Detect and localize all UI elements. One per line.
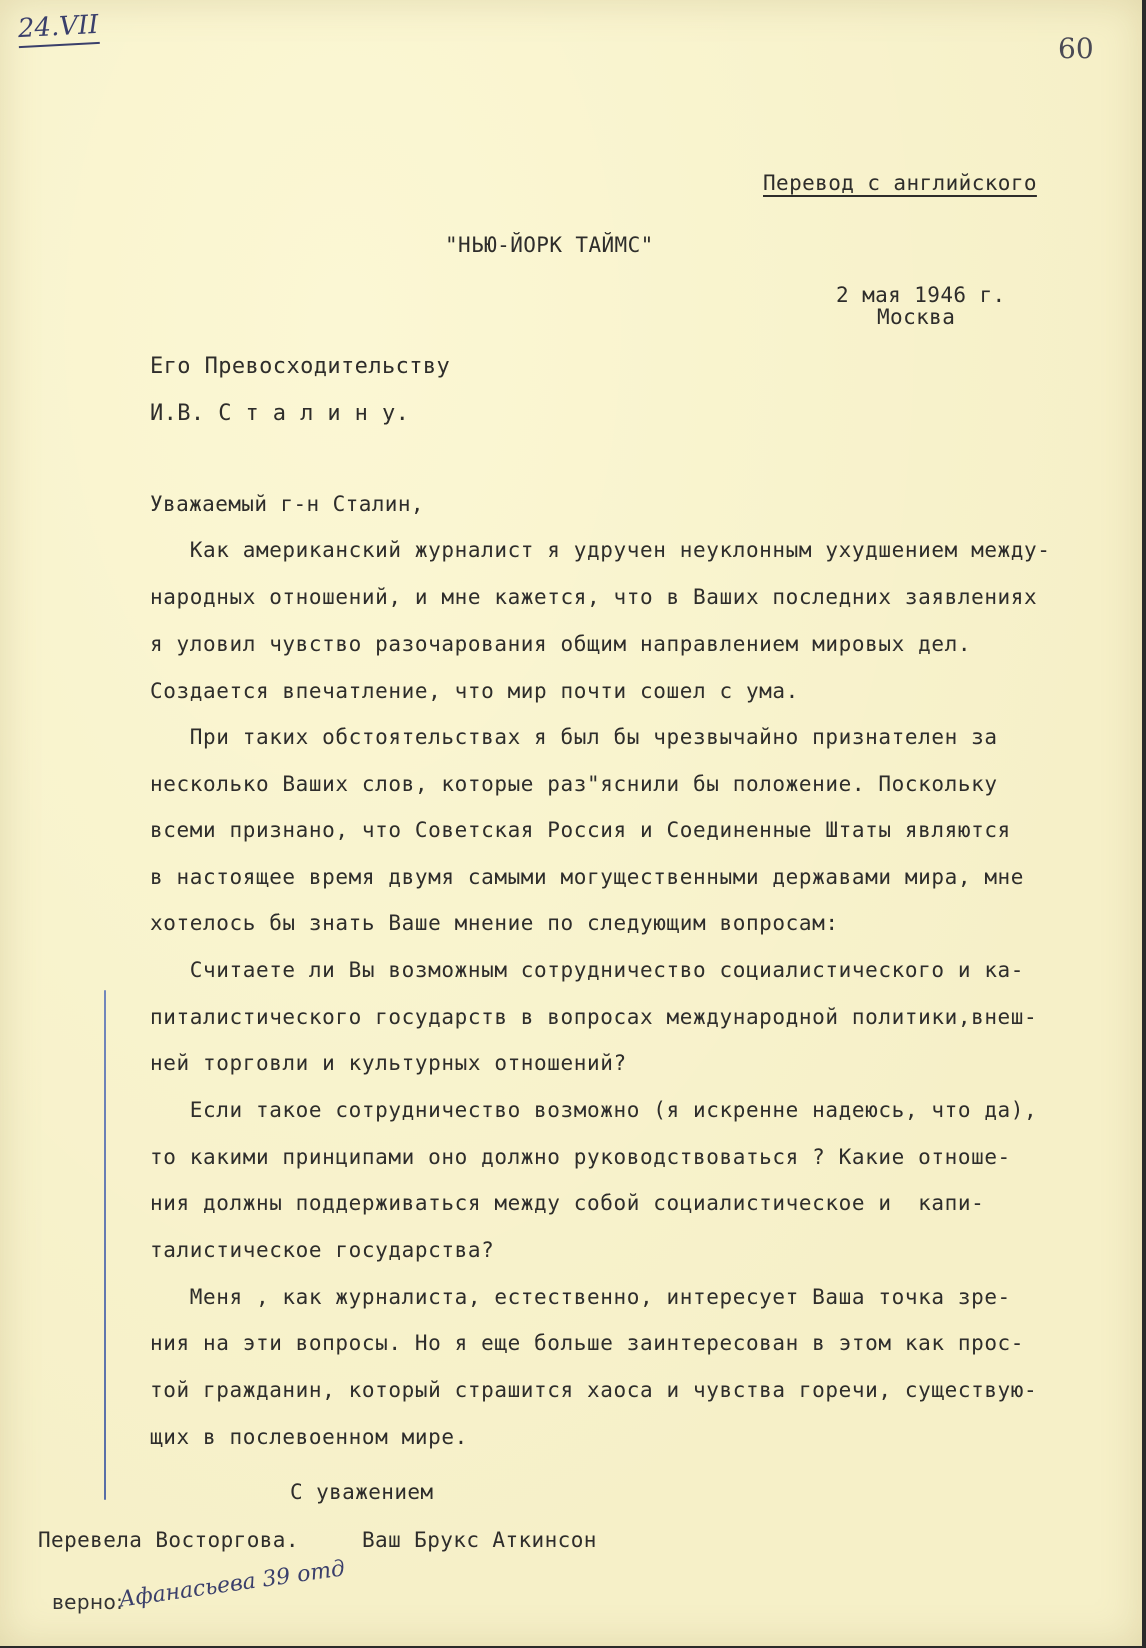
body-line: народных отношений, и мне кажется, что в Ваших последних заявлениях (150, 585, 1038, 609)
closing-regards: С уважением (290, 1480, 434, 1504)
body-line: той гражданин, который страшится хаоса и чувства горечи, существую- (150, 1378, 1038, 1402)
body-line: щих в послевоенном мире. (150, 1425, 468, 1449)
body-line: питалистического государств в вопросах международной политики,внеш- (150, 1005, 1038, 1029)
newspaper-title: "НЬЮ-ЙОРК ТАЙМС" (445, 233, 654, 257)
body-line: Создается впечатление, что мир почти сошел с ума. (150, 679, 799, 703)
body-line: Если такое сотрудничество возможно (я искренне надеюсь, что да), (150, 1098, 1038, 1122)
translator-note: Перевела Восторгова. (38, 1528, 299, 1552)
body-line: то какими принципами оно должно руководствоваться ? Какие отноше- (150, 1145, 1011, 1169)
body-line: несколько Ваших слов, которые раз"яснили бы положение. Поскольку (150, 772, 998, 796)
greeting: Уважаемый г-н Сталин, (150, 492, 424, 516)
body-line: При таких обстоятельствах я был бы чрезвычайно признателен за (150, 725, 998, 749)
margin-mark (104, 990, 106, 1500)
addressee-title: Его Превосходительству (150, 354, 451, 379)
body-line: ния должны поддерживаться между собой социалистическое и капи- (150, 1191, 985, 1215)
body-line: талистическое государства? (150, 1238, 495, 1262)
translation-note: Перевод с английского (763, 171, 1037, 195)
letter-date: 2 мая 1946 г. (836, 283, 1006, 307)
body-line: ния на эти вопросы. Но я еще больше заинтересован в этом как прос- (150, 1331, 1025, 1355)
body-line: Считаете ли Вы возможным сотрудничество социалистического и ка- (150, 958, 1025, 982)
body-line: Как американский журналист я удручен неуклонным ухудшением между- (150, 538, 1051, 562)
page-number: 60 (1058, 32, 1094, 65)
body-line: Меня , как журналиста, естественно, интересует Ваша точка зре- (150, 1285, 1011, 1309)
addressee-name: И.В. С т а л и н у. (150, 401, 410, 426)
body-line: ней торговли и культурных отношений? (150, 1051, 627, 1075)
certification-label: верно: (52, 1590, 124, 1614)
signature-typed: Ваш Брукс Аткинсон (362, 1528, 597, 1552)
body-line: хотелось бы знать Ваше мнение по следующим вопросам: (150, 911, 839, 935)
body-line: я уловил чувство разочарования общим направлением мировых дел. (150, 632, 972, 656)
certification-signature: Афанасьева 39 отд (117, 1556, 347, 1613)
archive-note: 24.VII (17, 10, 99, 48)
body-line: всеми признано, что Советская Россия и Соединенные Штаты являются (150, 818, 1011, 842)
letter-place: Москва (877, 305, 956, 329)
body-line: в настоящее время двумя самыми могущественными державами мира, мне (150, 865, 1025, 889)
